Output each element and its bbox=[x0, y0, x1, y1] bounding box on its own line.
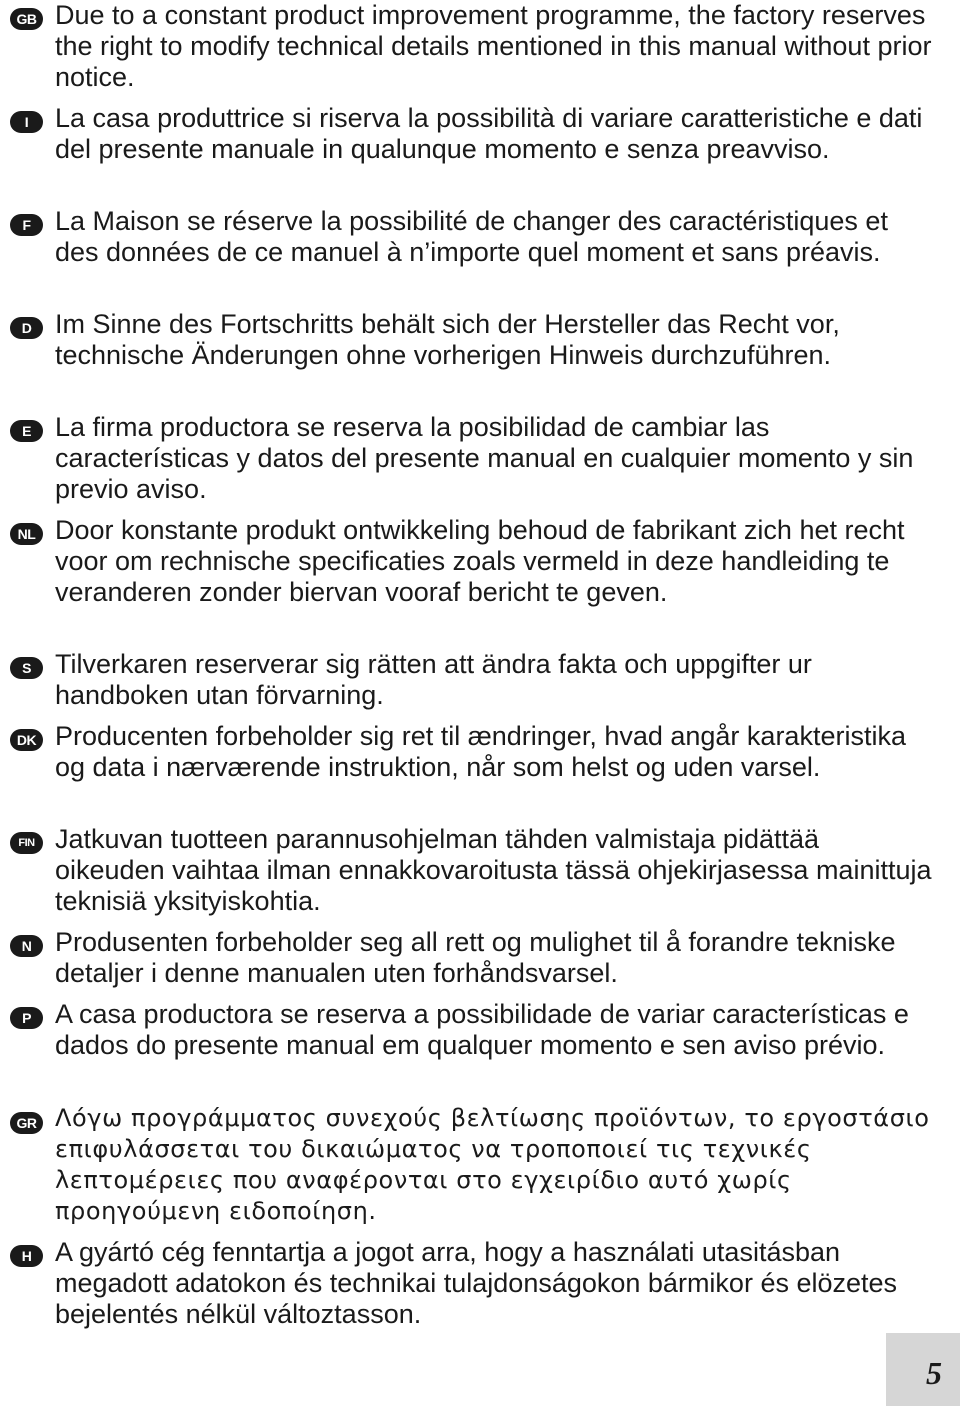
language-badge-gb: GB bbox=[10, 8, 43, 30]
language-badge-d: D bbox=[10, 317, 43, 339]
language-badge-f: F bbox=[10, 214, 43, 236]
language-badge-nl: NL bbox=[10, 523, 43, 545]
page-number-box bbox=[886, 1333, 960, 1406]
notice-text-p: A casa productora se reserva a possibilidade de variar características e dados do presente manual em qualquer momento e sen aviso prévio. bbox=[55, 999, 909, 1060]
language-badge-s: S bbox=[10, 657, 43, 679]
language-badge-e: E bbox=[10, 420, 43, 442]
language-badge-fin: FIN bbox=[10, 832, 43, 854]
notice-text-f: La Maison se réserve la possibilité de changer des caractéristiques et des données de ce manuel à n’importe quel moment et sans préavis. bbox=[55, 206, 888, 267]
language-badge-dk: DK bbox=[10, 729, 43, 751]
language-badge-h: H bbox=[10, 1245, 43, 1267]
notice-text-d: Im Sinne des Fortschritts behält sich der Hersteller das Recht vor, technische Änderungen ohne vorherigen Hinweis durchzuführen. bbox=[55, 309, 840, 370]
notice-text-nl: Door konstante produkt ontwikkeling behoud de fabrikant zich het recht voor om rechnische specificaties zoals vermeld in deze handleiding te veranderen zonder biervan vooraf bericht te geven. bbox=[55, 515, 905, 607]
notice-text-dk: Producenten forbeholder sig ret til ændringer, hvad angår karakteristika og data i nærværende instruktion, når som helst og uden varsel. bbox=[55, 721, 906, 782]
language-badge-i: I bbox=[10, 111, 43, 133]
notice-text-gr: Λόγω προγράμματος συνεχούς βελτίωσης προϊόντων, το εργοστάσιο επιφυλάσσεται του δικαιώματος να τροποποιεί τις τεχνικές λεπτομέρειες που αναφέρονται στο εγχειρίδιο αυτό χωρίς προηγούμενη ειδοποίηση. bbox=[55, 1104, 930, 1225]
notice-text-fin: Jatkuvan tuotteen parannusohjelman tähden valmistaja pidättää oikeuden vaihtaa ilman ennakkovaroitusta tässä ohjekirjasessa mainittuja teknisiä yksityiskohtia. bbox=[55, 824, 932, 916]
language-badge-p: P bbox=[10, 1007, 43, 1029]
notice-text-h: A gyártó cég fenntartja a jogot arra, hogy a használati utasitásban megadott adatokon és technikai tulajdonságokon bármikor és elözetes bejelentés nélkül változtasson. bbox=[55, 1237, 898, 1329]
notice-text-n: Produsenten forbeholder seg all rett og mulighet til å forandre tekniske detaljer i denne manualen uten forhåndsvarsel. bbox=[55, 927, 896, 988]
page-number: 5 bbox=[926, 1355, 942, 1391]
notice-text-s: Tilverkaren reserverar sig rätten att ändra fakta och uppgifter ur handboken utan förvarning. bbox=[55, 649, 812, 710]
notice-text-i: La casa produttrice si riserva la possibilità di variare caratteristiche e dati del presente manuale in qualunque momento e senza preavviso. bbox=[55, 103, 923, 164]
language-badge-n: N bbox=[10, 935, 43, 957]
notice-text-gb: Due to a constant product improvement programme, the factory reserves the right to modify technical details mentioned in this manual without prior notice. bbox=[55, 0, 932, 92]
language-badge-gr: GR bbox=[10, 1112, 43, 1134]
notice-text-e: La firma productora se reserva la posibilidad de cambiar las características y datos del presente manual en cualquier momento y sin previo aviso. bbox=[55, 412, 914, 504]
